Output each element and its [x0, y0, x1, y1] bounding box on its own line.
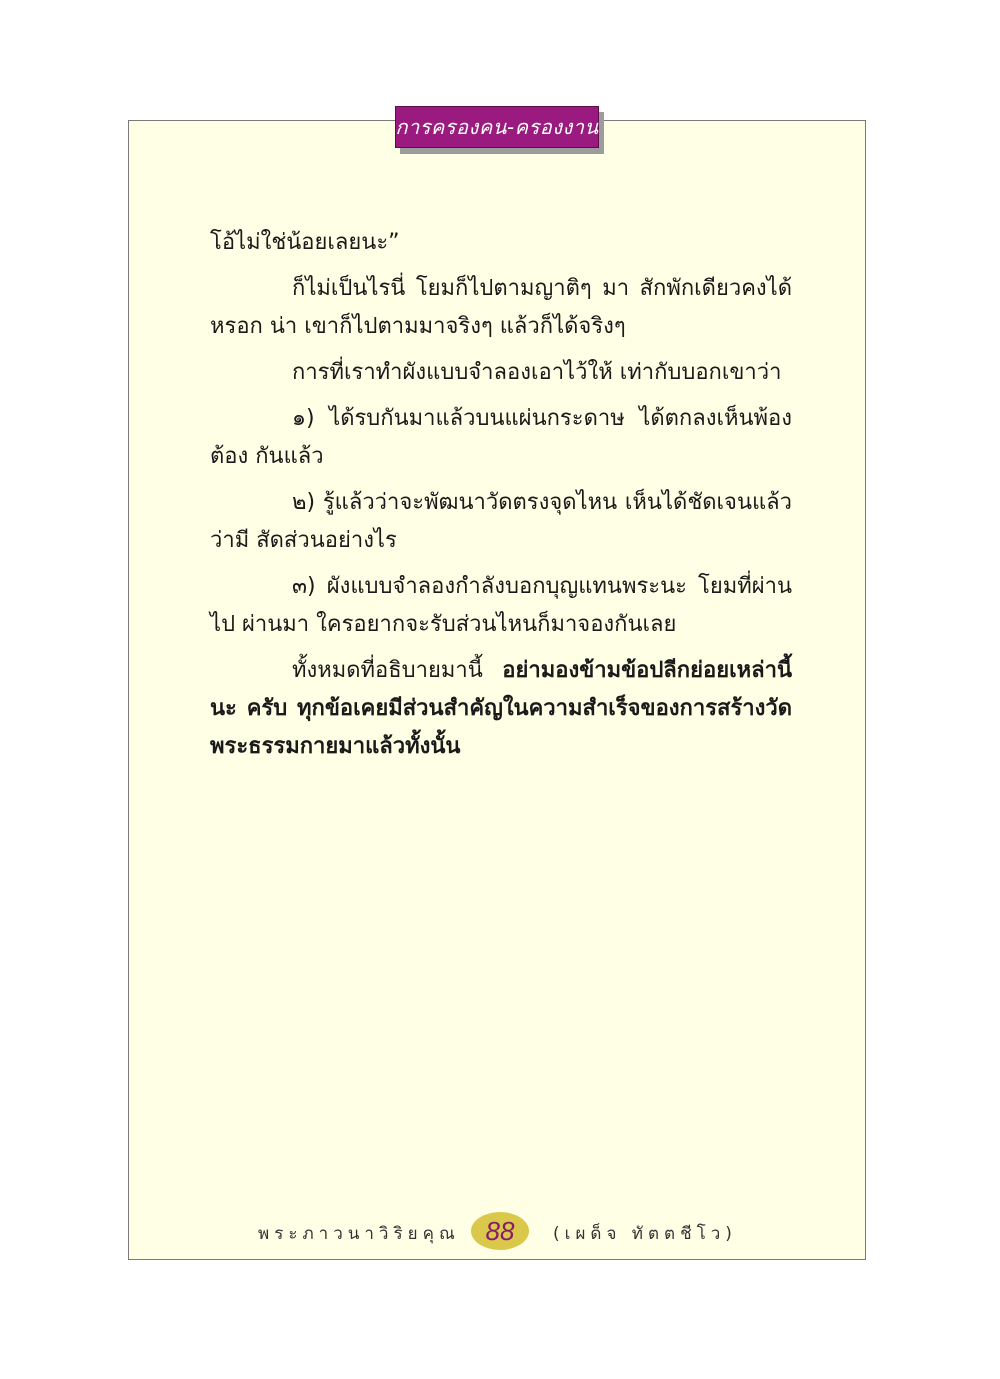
paragraph-7 [210, 652, 792, 766]
paragraph-4: ๑) ได้รบกันมาแล้วบนแผ่นกระดาษ ได้ตกลงเห็นพ้องต้อง กันแล้ว [210, 406, 792, 469]
body-text [210, 224, 792, 774]
paragraph-5: ๒) รู้แล้วว่าจะพัฒนาวัดตรงจุดไหน เห็นได้ชัดเจนแล้วว่ามี สัดส่วนอย่างไร [210, 490, 792, 553]
paragraph-6: ๓) ผังแบบจำลองกำลังบอกบุญแทนพระนะ โยมที่ผ่านไป ผ่านมา ใครอยากจะรับส่วนไหนก็มาจองกันเลย [210, 574, 792, 637]
paragraph-7-normal: ทั้งหมดที่อธิบายมานี้ [292, 658, 503, 683]
paragraph-3: การที่เราทำผังแบบจำลองเอาไว้ให้ เท่ากับบอกเขาว่า [292, 360, 782, 385]
page-number: 88 [485, 1215, 515, 1246]
footer-author: พระภาวนาวิริยคุณ [258, 1224, 460, 1244]
paragraph-7-bold: อย่ามองข้ามข้อปลีกย่อยเหล่านี้นะ ครับ ทุกข้อเคยมีส่วนสำคัญในความสำเร็จของการสร้างวัด พระธรรมกายมาแล้วทั้งนั้น [210, 658, 792, 759]
paragraph-2: ก็ไม่เป็นไรนี่ โยมก็ไปตามญาติๆ มา สักพักเดียวคงได้หรอก น่า เขาก็ไปตามมาจริงๆ แล้วก็ได้จริงๆ [210, 276, 792, 339]
page-footer [128, 1210, 866, 1254]
paragraph-1: โอ้ไม่ใช่น้อยเลยนะ” [210, 230, 400, 255]
page-number-badge [471, 1212, 529, 1250]
running-header-title: การครองคน-ครองงาน [395, 115, 599, 139]
footer-name: (เผด็จ ทัตตชีโว) [553, 1224, 737, 1244]
header-tab [395, 106, 599, 148]
